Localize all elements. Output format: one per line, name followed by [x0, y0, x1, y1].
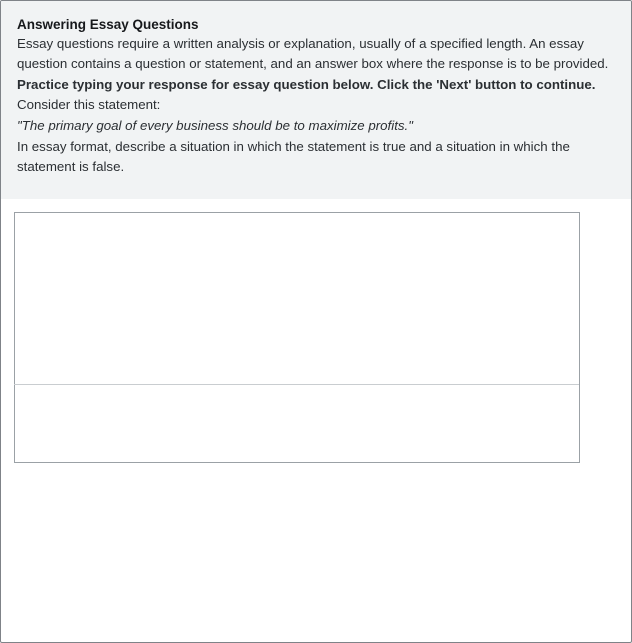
instructions-panel [1, 1, 631, 199]
task-description: In essay format, describe a situation in which the statement is true and a situation in which the statement is false. [17, 138, 570, 175]
statement-quote: "The primary goal of every business should be to maximize profits." [17, 117, 413, 133]
consider-statement-label: Consider this statement: [17, 97, 161, 113]
page-title: Answering Essay Questions [17, 17, 199, 32]
answer-area [14, 212, 580, 463]
essay-answer-textarea[interactable] [14, 212, 580, 463]
practice-instruction: Practice typing your response for essay question below. Click the 'Next' button to continue. [17, 76, 596, 92]
intro-paragraph: Essay questions require a written analysis or explanation, usually of a specified length. An essay question contains a question or statement, and an answer box where the response is to be provided. [17, 35, 609, 72]
